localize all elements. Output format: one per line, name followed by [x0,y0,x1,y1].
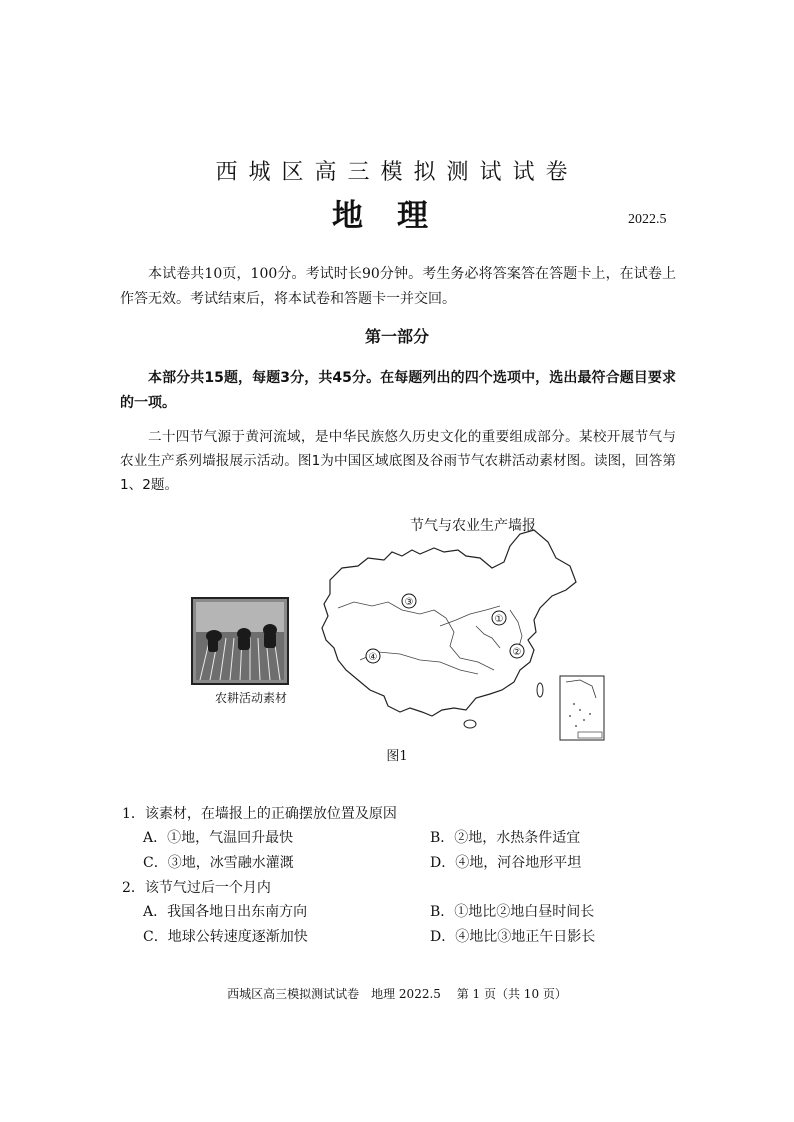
question-1-stem: 1．该素材，在墙报上的正确摆放位置及原因 [122,806,397,822]
poster-title: 节气与农业生产墙报 [410,518,536,534]
figure-caption: 图1 [386,749,408,764]
question-2-option-a: A．我国各地日出东南方向 [143,904,308,920]
marker-1: ① [494,614,504,625]
south-sea-inset [560,676,604,740]
marker-3: ③ [404,597,414,608]
exam-title: 西城区高三模拟测试试卷 [215,160,579,185]
map-markers [366,594,524,663]
part-title: 第一部分 [364,327,429,346]
question-1-option-a: A．①地，气温回升最快 [143,830,294,846]
marker-4: ④ [368,652,378,663]
question-2-option-d: D．④地比③地正午日影长 [430,929,596,945]
question-passage: 二十四节气源于黄河流域，是中华民族悠久历史文化的重要组成部分。某校开展节气与农业生产系列墙报展示活动。图1为中国区域底图及谷雨节气农耕活动素材图。读图，回答第1、2题。 [120,429,676,493]
page-footer: 西城区高三模拟测试试卷 地理 2022.5 第 1 页（共 10 页） [227,987,567,1001]
subject-title: 地理 [332,198,462,234]
question-1-option-b: B．②地，水热条件适宜 [430,830,581,846]
question-2-option-c: C．地球公转速度逐渐加快 [143,929,308,945]
figure-1 [188,510,618,745]
exam-instructions: 本试卷共10页，100分。考试时长90分钟。考生务必将答案答在答题卡上，在试卷上作答无效。考试结束后，将本试卷和答题卡一并交回。 [120,266,676,307]
part-intro: 本部分共15题，每题3分，共45分。在每题列出的四个选项中，选出最符合题目要求的一项。 [120,370,676,411]
farming-photo [192,598,288,684]
exam-date: 2022.5 [628,212,667,227]
photo-caption: 农耕活动素材 [215,691,288,705]
china-map [322,530,576,728]
question-2-stem: 2．该节气过后一个月内 [122,880,271,896]
question-2-option-b: B．①地比②地白昼时间长 [430,904,595,920]
figure-1-svg [188,510,618,745]
marker-2: ② [512,647,522,658]
question-1-option-c: C．③地，冰雪融水灌溉 [143,855,294,871]
question-1-option-d: D．④地，河谷地形平坦 [430,855,582,871]
